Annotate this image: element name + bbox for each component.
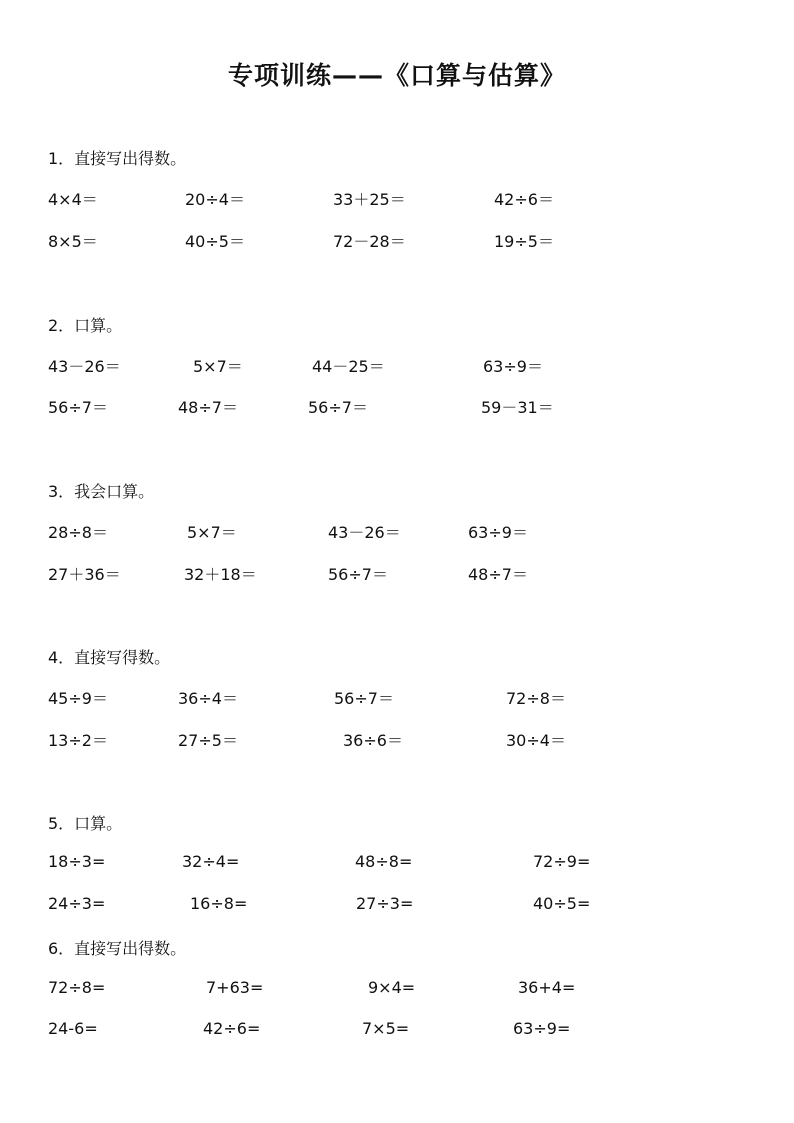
problem: 45÷9＝ — [48, 689, 108, 708]
problem: 72÷9= — [533, 852, 591, 871]
problem: 27÷3= — [356, 894, 414, 913]
problem: 72÷8= — [48, 978, 106, 997]
problem: 20÷4＝ — [185, 190, 245, 209]
problem: 48÷7＝ — [468, 565, 528, 584]
problem: 36÷6＝ — [343, 731, 403, 750]
problem: 42÷6＝ — [494, 190, 554, 209]
problem: 72÷8＝ — [506, 689, 566, 708]
problem: 7+63= — [206, 978, 264, 997]
problem: 56÷7＝ — [48, 398, 108, 417]
section-heading-5: 5．口算。 — [48, 814, 123, 833]
problem: 44－25＝ — [312, 357, 385, 376]
section-heading-3: 3．我会口算。 — [48, 482, 155, 501]
problem: 27÷5＝ — [178, 731, 238, 750]
problem: 5×7＝ — [193, 357, 243, 376]
problem: 27＋36＝ — [48, 565, 121, 584]
problem: 24÷3= — [48, 894, 106, 913]
problem: 48÷7＝ — [178, 398, 238, 417]
problem: 40÷5= — [533, 894, 591, 913]
problem: 4×4＝ — [48, 190, 98, 209]
problem: 36+4= — [518, 978, 576, 997]
problem: 63÷9= — [513, 1019, 571, 1038]
section-heading-6: 6．直接写出得数。 — [48, 939, 187, 958]
section-heading-4: 4．直接写得数。 — [48, 648, 171, 667]
problem: 56÷7＝ — [328, 565, 388, 584]
problem: 32÷4= — [182, 852, 240, 871]
problem: 28÷8＝ — [48, 523, 108, 542]
section-heading-2: 2．口算。 — [48, 316, 123, 335]
problem: 18÷3= — [48, 852, 106, 871]
problem: 24-6= — [48, 1019, 98, 1038]
problem: 56÷7＝ — [334, 689, 394, 708]
problem: 30÷4＝ — [506, 731, 566, 750]
problem: 16÷8= — [190, 894, 248, 913]
problem: 63÷9＝ — [483, 357, 543, 376]
problem: 43－26＝ — [48, 357, 121, 376]
page-title: 专项训练——《口算与估算》 — [227, 61, 566, 90]
problem: 33＋25＝ — [333, 190, 406, 209]
problem: 36÷4＝ — [178, 689, 238, 708]
problem: 13÷2＝ — [48, 731, 108, 750]
problem: 7×5= — [362, 1019, 410, 1038]
section-heading-1: 1．直接写出得数。 — [48, 149, 187, 168]
problem: 59－31＝ — [481, 398, 554, 417]
problem: 8×5＝ — [48, 232, 98, 251]
problem: 56÷7＝ — [308, 398, 368, 417]
problem: 43－26＝ — [328, 523, 401, 542]
problem: 5×7＝ — [187, 523, 237, 542]
problem: 40÷5＝ — [185, 232, 245, 251]
problem: 9×4= — [368, 978, 416, 997]
problem: 63÷9＝ — [468, 523, 528, 542]
problem: 42÷6= — [203, 1019, 261, 1038]
problem: 48÷8= — [355, 852, 413, 871]
problem: 32＋18＝ — [184, 565, 257, 584]
problem: 19÷5＝ — [494, 232, 554, 251]
problem: 72－28＝ — [333, 232, 406, 251]
